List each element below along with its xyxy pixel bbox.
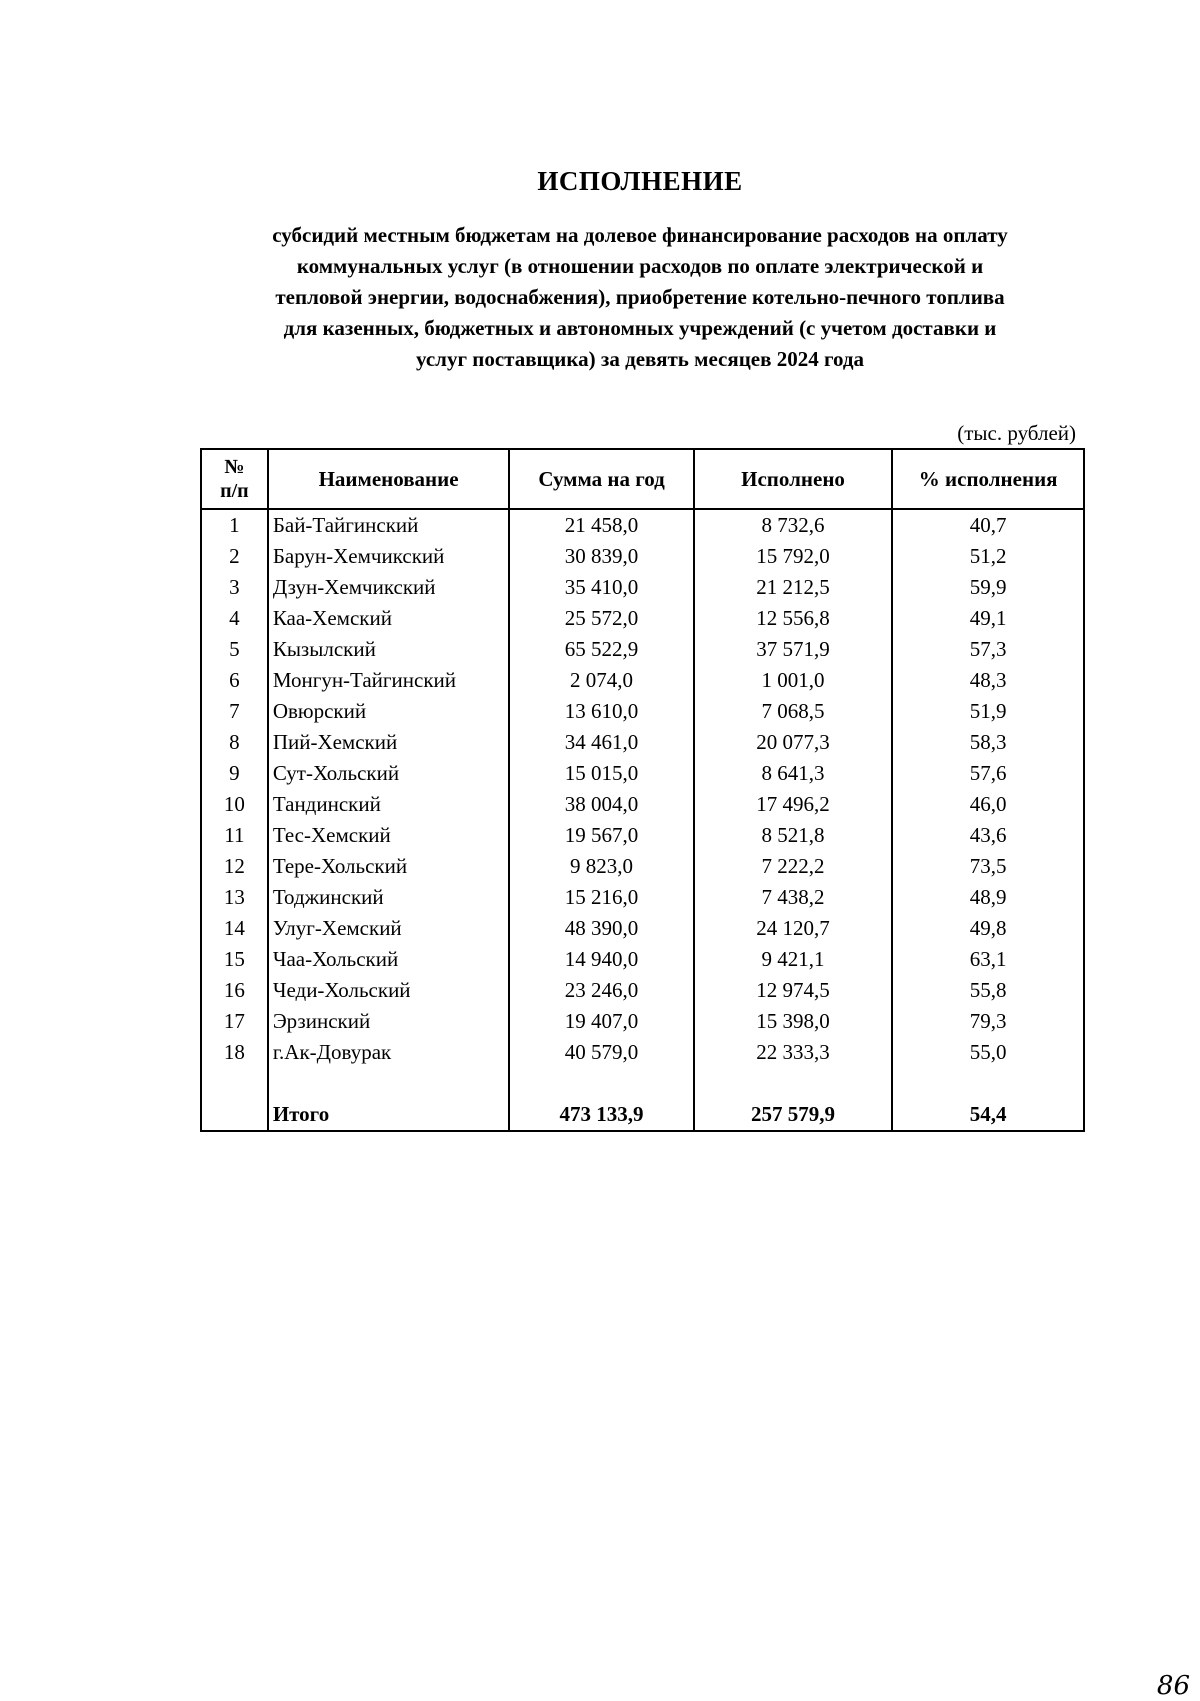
row-number: 16 xyxy=(201,975,268,1006)
row-sum: 9 823,0 xyxy=(509,851,693,882)
page-number: 86 xyxy=(1156,1671,1190,1701)
row-name: Овюрский xyxy=(268,696,510,727)
row-sum: 30 839,0 xyxy=(509,541,693,572)
total-sum: 473 133,9 xyxy=(509,1099,693,1131)
row-sum: 23 246,0 xyxy=(509,975,693,1006)
header-done: Исполнено xyxy=(694,449,893,509)
row-sum: 13 610,0 xyxy=(509,696,693,727)
table-row xyxy=(201,634,1084,665)
row-percent: 40,7 xyxy=(892,509,1084,541)
row-name: Улуг-Хемский xyxy=(268,913,510,944)
row-name: Монгун-Тайгинский xyxy=(268,665,510,696)
row-percent: 55,8 xyxy=(892,975,1084,1006)
row-sum: 48 390,0 xyxy=(509,913,693,944)
row-name: Барун-Хемчикский xyxy=(268,541,510,572)
row-number: 2 xyxy=(201,541,268,572)
row-number: 14 xyxy=(201,913,268,944)
table-row xyxy=(201,975,1084,1006)
row-name: Тес-Хемский xyxy=(268,820,510,851)
row-percent: 43,6 xyxy=(892,820,1084,851)
table-row xyxy=(201,572,1084,603)
row-done: 20 077,3 xyxy=(694,727,893,758)
spacer-cell xyxy=(892,1068,1084,1099)
row-done: 8 732,6 xyxy=(694,509,893,541)
row-done: 37 571,9 xyxy=(694,634,893,665)
row-name: Тере-Хольский xyxy=(268,851,510,882)
subtitle-line: субсидий местным бюджетам на долевое финансирование расходов на оплату xyxy=(272,223,1008,247)
table-row xyxy=(201,1006,1084,1037)
row-percent: 73,5 xyxy=(892,851,1084,882)
row-done: 7 068,5 xyxy=(694,696,893,727)
total-done: 257 579,9 xyxy=(694,1099,893,1131)
row-sum: 15 216,0 xyxy=(509,882,693,913)
row-percent: 58,3 xyxy=(892,727,1084,758)
row-sum: 35 410,0 xyxy=(509,572,693,603)
row-done: 12 974,5 xyxy=(694,975,893,1006)
row-done: 7 438,2 xyxy=(694,882,893,913)
table-row xyxy=(201,696,1084,727)
table-row xyxy=(201,882,1084,913)
table-row xyxy=(201,727,1084,758)
subtitle-line: коммунальных услуг (в отношении расходов по оплате электрической и xyxy=(296,254,984,278)
table-row xyxy=(201,820,1084,851)
table-row xyxy=(201,944,1084,975)
row-percent: 48,9 xyxy=(892,882,1084,913)
table-row xyxy=(201,789,1084,820)
spacer-cell xyxy=(201,1068,268,1099)
row-percent: 59,9 xyxy=(892,572,1084,603)
row-percent: 46,0 xyxy=(892,789,1084,820)
table-row xyxy=(201,603,1084,634)
row-done: 8 641,3 xyxy=(694,758,893,789)
spacer-cell xyxy=(268,1068,510,1099)
header-num xyxy=(201,449,268,509)
row-number: 9 xyxy=(201,758,268,789)
row-number: 8 xyxy=(201,727,268,758)
row-number: 7 xyxy=(201,696,268,727)
row-number: 4 xyxy=(201,603,268,634)
row-number: 11 xyxy=(201,820,268,851)
table-row xyxy=(201,758,1084,789)
row-sum: 40 579,0 xyxy=(509,1037,693,1068)
row-number: 6 xyxy=(201,665,268,696)
table-row xyxy=(201,665,1084,696)
spacer-row xyxy=(201,1068,1084,1099)
row-name: Каа-Хемский xyxy=(268,603,510,634)
row-number: 17 xyxy=(201,1006,268,1037)
table-row xyxy=(201,851,1084,882)
total-row xyxy=(201,1099,1084,1131)
row-sum: 19 407,0 xyxy=(509,1006,693,1037)
row-number: 10 xyxy=(201,789,268,820)
table-header-row xyxy=(201,449,1084,509)
row-done: 15 398,0 xyxy=(694,1006,893,1037)
total-number xyxy=(201,1099,268,1131)
row-done: 12 556,8 xyxy=(694,603,893,634)
row-name: Чеди-Хольский xyxy=(268,975,510,1006)
execution-table xyxy=(200,448,1085,1132)
row-percent: 55,0 xyxy=(892,1037,1084,1068)
spacer-cell xyxy=(694,1068,893,1099)
total-name: Итого xyxy=(268,1099,510,1131)
table-row xyxy=(201,913,1084,944)
row-done: 22 333,3 xyxy=(694,1037,893,1068)
row-percent: 49,8 xyxy=(892,913,1084,944)
row-name: Кызылский xyxy=(268,634,510,665)
row-percent: 79,3 xyxy=(892,1006,1084,1037)
row-percent: 49,1 xyxy=(892,603,1084,634)
row-name: г.Ак-Довурак xyxy=(268,1037,510,1068)
row-percent: 48,3 xyxy=(892,665,1084,696)
document-subtitle xyxy=(200,220,1080,375)
row-sum: 34 461,0 xyxy=(509,727,693,758)
row-done: 21 212,5 xyxy=(694,572,893,603)
header-num-line2: п/п xyxy=(220,480,249,502)
row-name: Эрзинский xyxy=(268,1006,510,1037)
row-name: Бай-Тайгинский xyxy=(268,509,510,541)
row-done: 9 421,1 xyxy=(694,944,893,975)
row-sum: 2 074,0 xyxy=(509,665,693,696)
table-row xyxy=(201,541,1084,572)
row-percent: 51,2 xyxy=(892,541,1084,572)
row-percent: 51,9 xyxy=(892,696,1084,727)
row-done: 7 222,2 xyxy=(694,851,893,882)
row-number: 5 xyxy=(201,634,268,665)
table-body xyxy=(201,509,1084,1131)
row-name: Сут-Хольский xyxy=(268,758,510,789)
header-sum: Сумма на год xyxy=(509,449,693,509)
row-name: Тандинский xyxy=(268,789,510,820)
row-done: 8 521,8 xyxy=(694,820,893,851)
header-num-line1: № xyxy=(224,456,245,478)
row-sum: 19 567,0 xyxy=(509,820,693,851)
row-name: Тоджинский xyxy=(268,882,510,913)
header-name: Наименование xyxy=(268,449,510,509)
row-number: 13 xyxy=(201,882,268,913)
row-number: 18 xyxy=(201,1037,268,1068)
table-row xyxy=(201,1037,1084,1068)
row-number: 15 xyxy=(201,944,268,975)
subtitle-line: услуг поставщика) за девять месяцев 2024 года xyxy=(415,347,864,371)
row-percent: 63,1 xyxy=(892,944,1084,975)
row-percent: 57,6 xyxy=(892,758,1084,789)
table-row xyxy=(201,509,1084,541)
row-sum: 65 522,9 xyxy=(509,634,693,665)
row-number: 12 xyxy=(201,851,268,882)
row-done: 15 792,0 xyxy=(694,541,893,572)
document-title: ИСПОЛНЕНИЕ xyxy=(537,166,743,196)
spacer-cell xyxy=(509,1068,693,1099)
row-sum: 15 015,0 xyxy=(509,758,693,789)
row-sum: 21 458,0 xyxy=(509,509,693,541)
total-percent: 54,4 xyxy=(892,1099,1084,1131)
row-sum: 38 004,0 xyxy=(509,789,693,820)
subtitle-line: для казенных, бюджетных и автономных учреждений (с учетом доставки и xyxy=(283,316,997,340)
row-done: 17 496,2 xyxy=(694,789,893,820)
subtitle-line: тепловой энергии, водоснабжения), приобретение котельно-печного топлива xyxy=(275,285,1005,309)
row-number: 3 xyxy=(201,572,268,603)
row-name: Чаа-Хольский xyxy=(268,944,510,975)
units-label: (тыс. рублей) xyxy=(957,421,1076,445)
header-percent: % исполнения xyxy=(892,449,1084,509)
row-name: Пий-Хемский xyxy=(268,727,510,758)
row-done: 1 001,0 xyxy=(694,665,893,696)
row-number: 1 xyxy=(201,509,268,541)
row-sum: 25 572,0 xyxy=(509,603,693,634)
row-done: 24 120,7 xyxy=(694,913,893,944)
row-percent: 57,3 xyxy=(892,634,1084,665)
row-sum: 14 940,0 xyxy=(509,944,693,975)
row-name: Дзун-Хемчикский xyxy=(268,572,510,603)
